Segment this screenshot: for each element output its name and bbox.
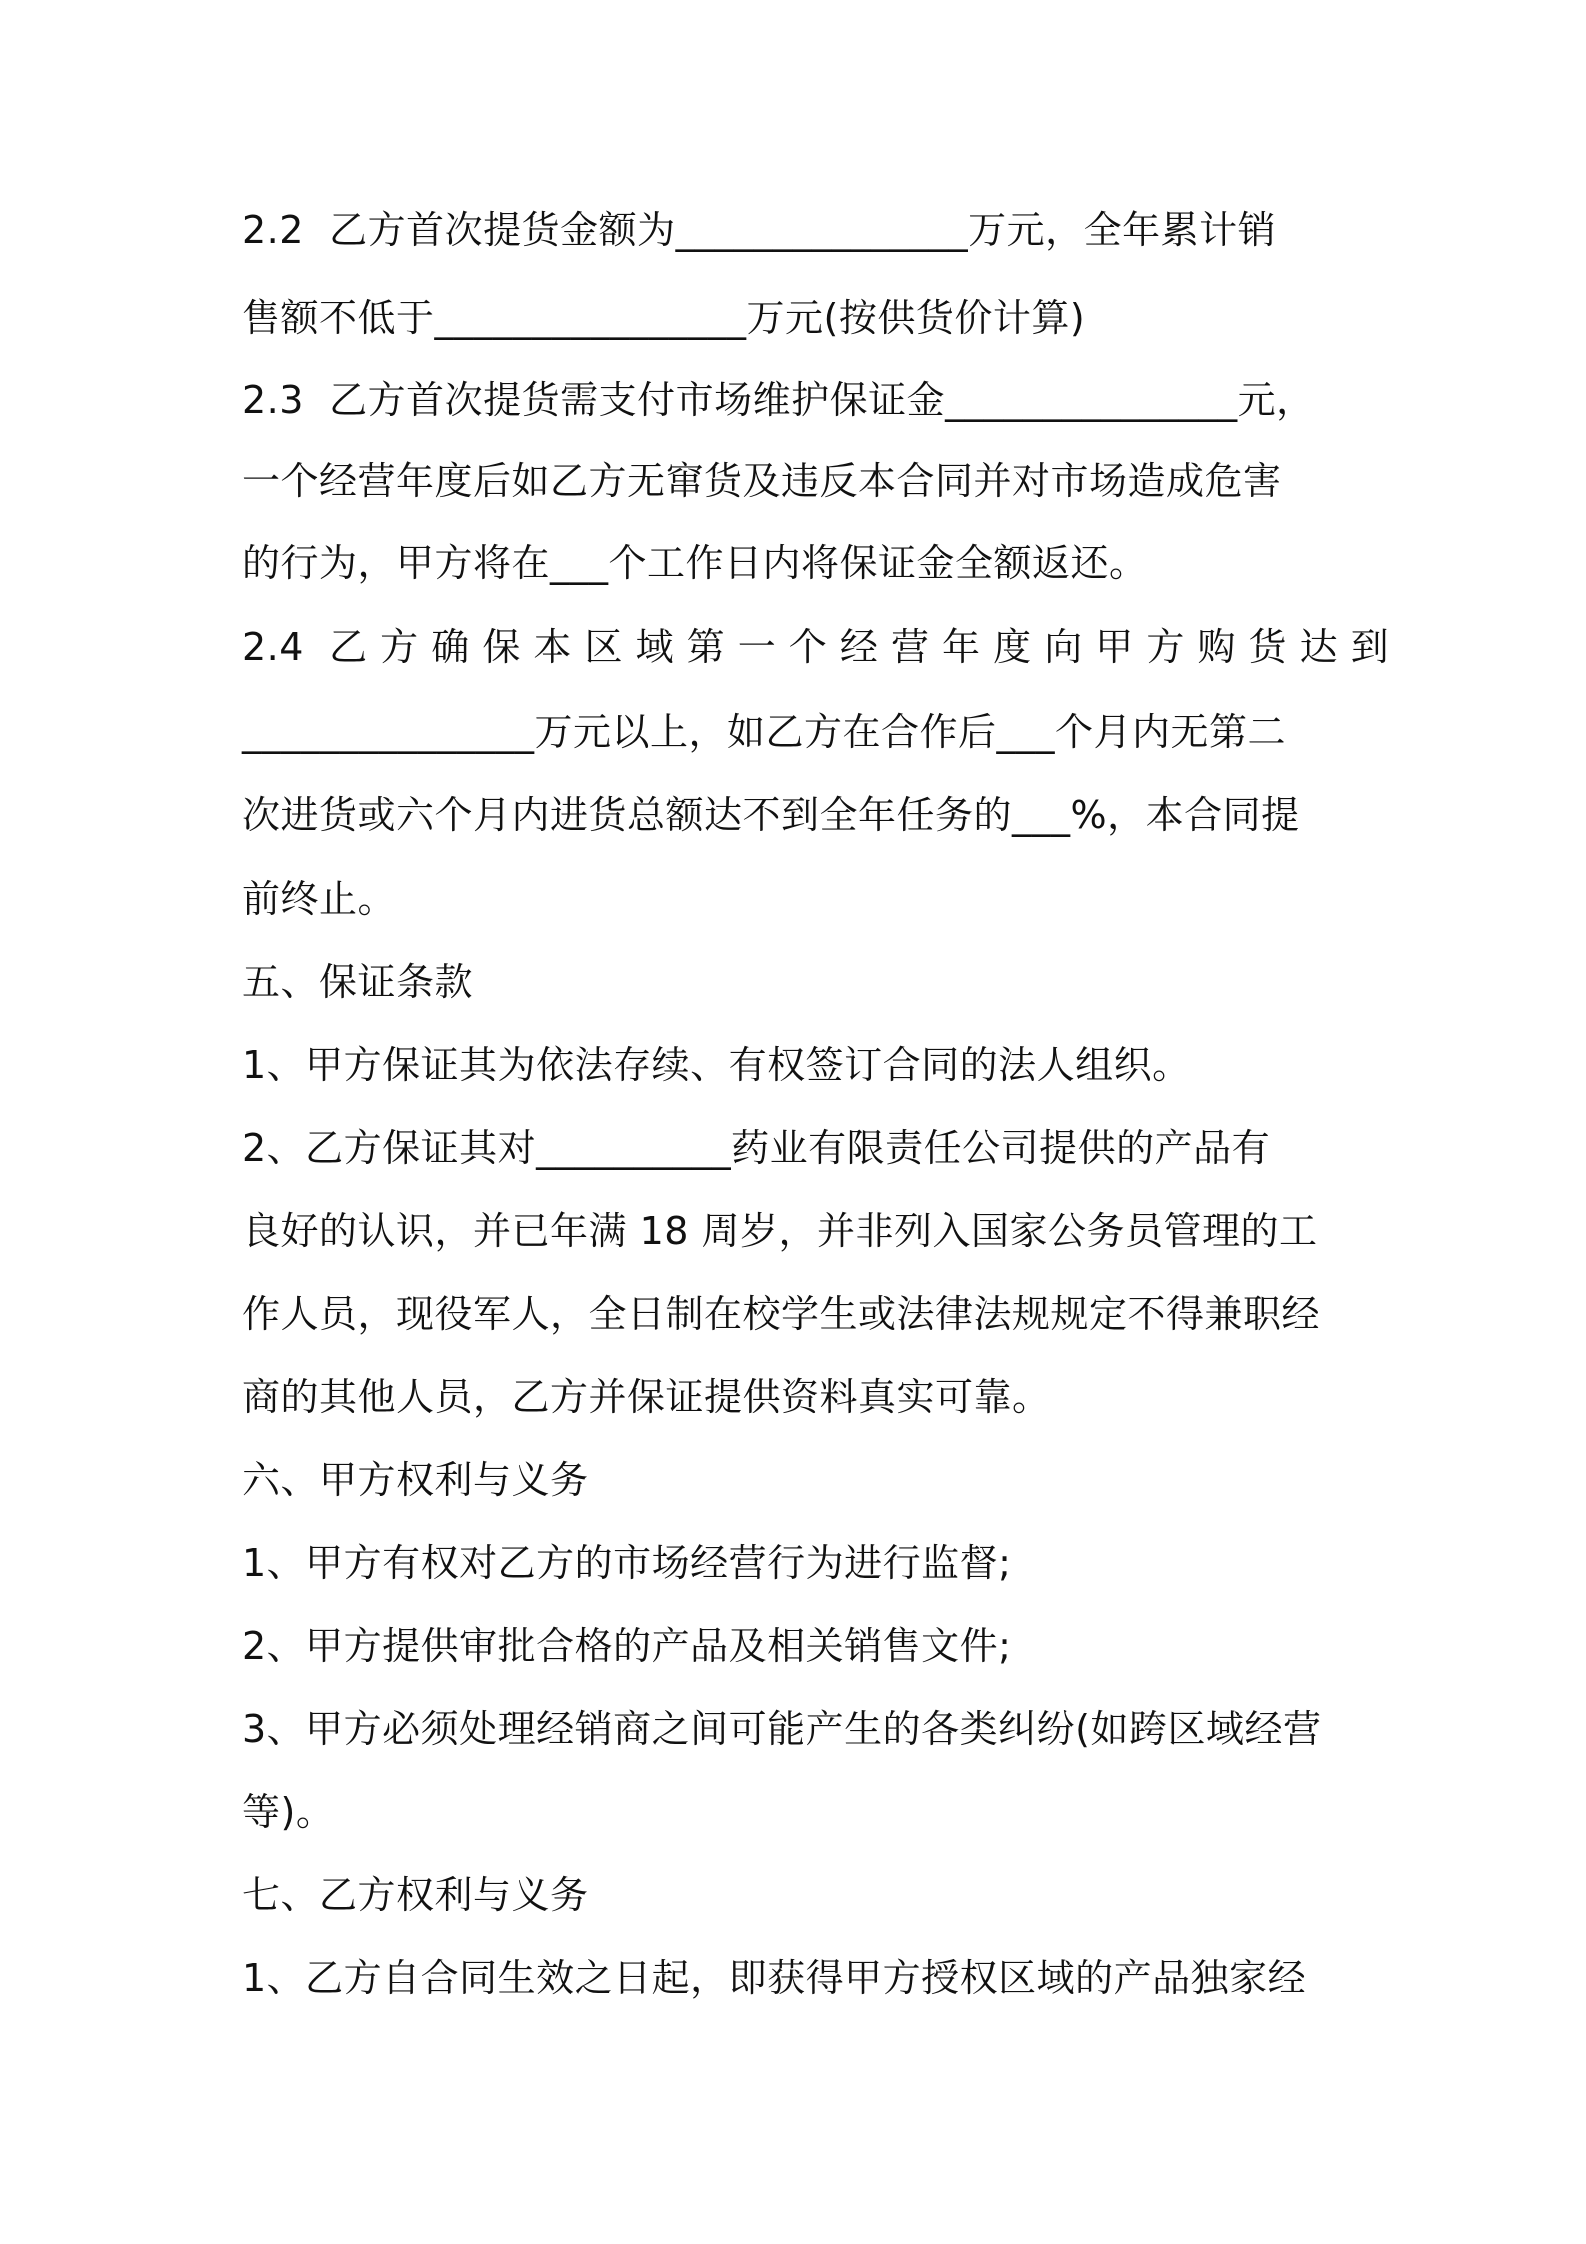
text-line: 商的其他人员，乙方并保证提供资料真实可靠。	[242, 1375, 1051, 1419]
text-line: 售额不低于________________万元(按供货价计算)	[242, 296, 1086, 340]
text-line: 的行为，甲方将在___个工作日内将保证金全额返还。	[242, 541, 1148, 585]
section-heading: 七、乙方权利与义务	[242, 1873, 589, 1917]
text-line: 3、甲方必须处理经销商之间可能产生的各类纠纷(如跨区域经营	[242, 1707, 1322, 1751]
section-heading: 五、保证条款	[242, 960, 474, 1004]
text-line: 2.2 乙方首次提货金额为_______________万元，全年累计销	[242, 208, 1277, 252]
text-line: 2、乙方保证其对__________药业有限责任公司提供的产品有	[242, 1126, 1271, 1170]
text-line: 2、甲方提供审批合格的产品及相关销售文件;	[242, 1624, 1012, 1668]
text-line: 2.3 乙方首次提货需支付市场维护保证金_______________元，	[242, 378, 1315, 422]
text-line: 一个经营年度后如乙方无窜货及违反本合同并对市场造成危害	[242, 459, 1282, 503]
text-line: 等)。	[242, 1790, 335, 1834]
text-line: 1、甲方保证其为依法存续、有权签订合同的法人组织。	[242, 1043, 1191, 1087]
section-heading: 六、甲方权利与义务	[242, 1458, 589, 1502]
text-line: 2.4 乙 方 确 保 本 区 域 第 一 个 经 营 年 度 向 甲 方 购 货 达 到	[242, 625, 1390, 669]
text-line: 良好的认识，并已年满 18 周岁，并非列入国家公务员管理的工	[242, 1209, 1318, 1253]
text-line: 作人员，现役军人，全日制在校学生或法律法规规定不得兼职经	[242, 1292, 1321, 1336]
text-line: 1、乙方自合同生效之日起，即获得甲方授权区域的产品独家经	[242, 1956, 1307, 2000]
text-line: _______________万元以上，如乙方在合作后___个月内无第二	[242, 710, 1287, 754]
text-line: 前终止。	[242, 877, 397, 921]
text-line: 1、甲方有权对乙方的市场经营行为进行监督;	[242, 1541, 1012, 1585]
text-line: 次进货或六个月内进货总额达不到全年任务的___%，本合同提	[242, 793, 1300, 837]
